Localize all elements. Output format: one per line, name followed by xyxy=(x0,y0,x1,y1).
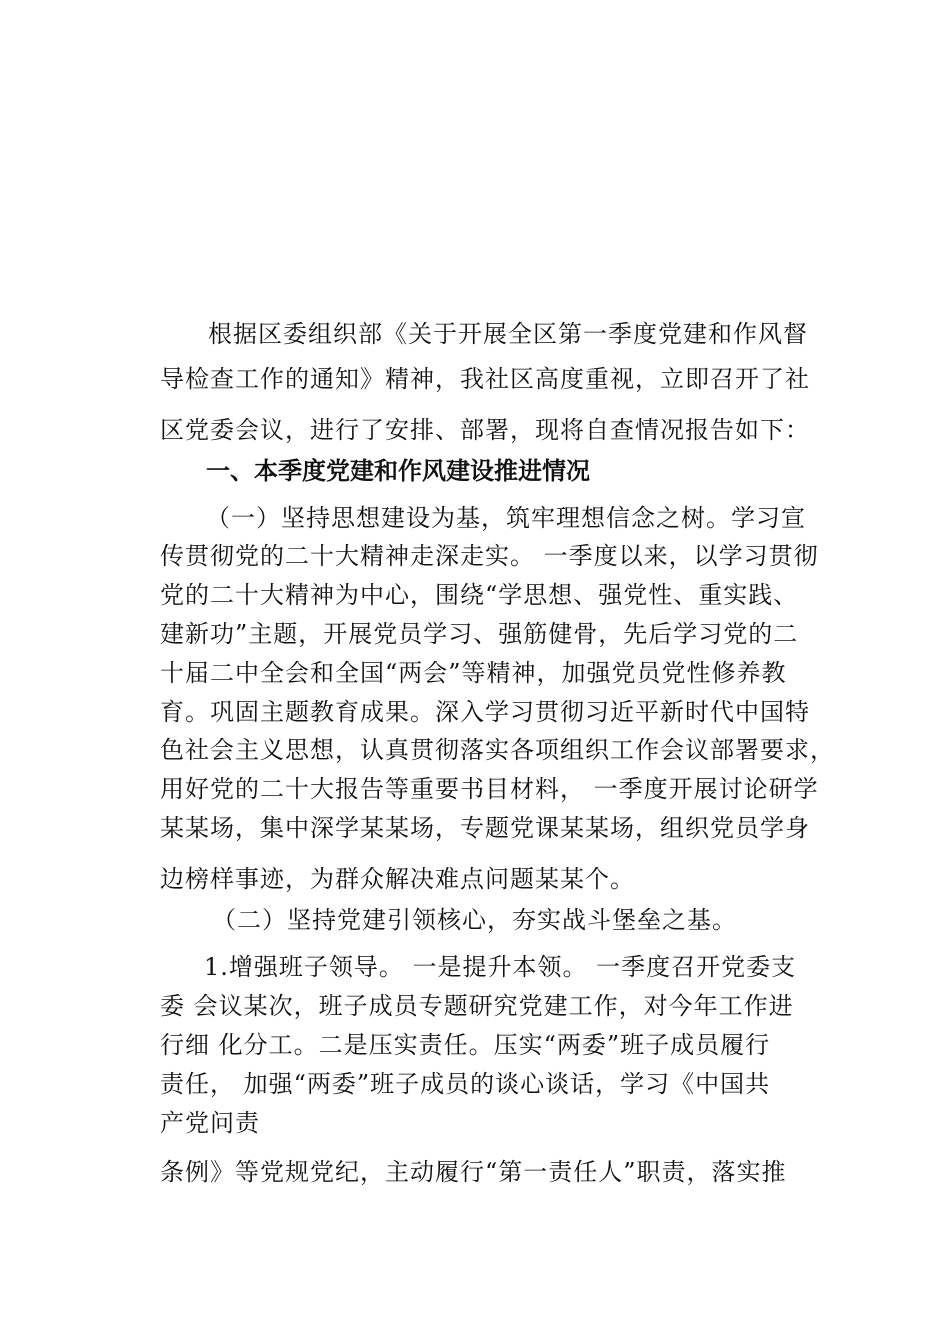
paragraph-line: 产党问责 xyxy=(160,1109,260,1137)
paragraph-line: 行细 化分工。二是压实责任。压实“两委”班子成员履行 xyxy=(160,1031,771,1059)
paragraph-line: 委 会议某次，班子成员专题研究党建工作，对今年工作进 xyxy=(160,992,794,1020)
paragraph-line: 1.增强班子领导。 一是提升本领。 一季度召开党委支 xyxy=(204,953,797,981)
paragraph-line: （一）坚持思想建设为基，筑牢理想信念之树。学习宣 xyxy=(206,504,806,532)
paragraph-line: 用好党的二十大报告等重要书目材料， 一季度开展讨论研学 xyxy=(160,775,819,803)
paragraph-line: 建新功”主题，开展党员学习、强筋健骨，先后学习党的二 xyxy=(160,620,799,648)
paragraph-line: 导检查工作的通知》精神，我社区高度重视，立即召开了社 xyxy=(160,365,810,393)
paragraph-line: 责任， 加强“两委”班子成员的谈心谈话，学习《中国共 xyxy=(160,1070,771,1098)
paragraph-line: 区党委会议，进行了安排、部署，现将自查情况报告如下： xyxy=(160,416,810,444)
paragraph-line: 某某场，集中深学某某场，专题党课某某场，组织党员学身 xyxy=(160,814,810,842)
paragraph-line: 根据区委组织部《关于开展全区第一季度党建和作风督 xyxy=(208,320,808,348)
document-title xyxy=(0,157,950,201)
paragraph-line: 传贯彻党的二十大精神走深走实。 一季度以来，以学习贯彻 xyxy=(160,542,819,570)
paragraph-line: 十届二中全会和全国“两会”等精神，加强党员党性修养教 xyxy=(160,659,787,687)
section-heading: 一、本季度党建和作风建设推进情况 xyxy=(206,457,590,485)
paragraph-line: 条例》等党规党纪，主动履行“第一责任人”职责，落实推 xyxy=(160,1158,787,1186)
paragraph-line: 边榜样事迹，为群众解决难点问题某某个。 xyxy=(160,865,635,893)
paragraph-line: 色社会主义思想，认真贯彻落实各项组织工作会议部署要求， xyxy=(160,736,835,764)
paragraph-line: 育。巩固主题教育成果。深入学习贯彻习近平新时代中国特 xyxy=(160,698,810,726)
paragraph-line: 党的二十大精神为中心，围绕“学思想、强党性、重实践、 xyxy=(160,581,799,609)
subsection-heading: （二）坚持党建引领核心，夯实战斗堡垒之基。 xyxy=(212,906,737,934)
